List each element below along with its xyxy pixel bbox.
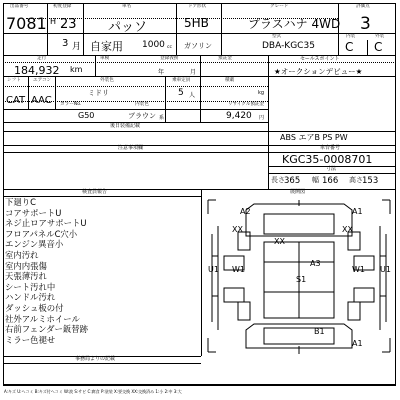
door-label: ドア形状	[188, 4, 207, 9]
divider	[47, 3, 48, 55]
car-name: パッソ	[108, 20, 148, 35]
length-label: 長さ	[271, 176, 285, 184]
int-color: ブラウン	[128, 112, 156, 120]
divider	[221, 3, 222, 55]
divider	[3, 363, 201, 364]
mark-a3: A3	[310, 259, 321, 268]
usage: 自家用	[90, 40, 123, 53]
lot-number: 7081	[6, 14, 47, 33]
capacity-unit: 人	[189, 92, 196, 99]
divider	[268, 173, 396, 174]
reg-year: 23	[60, 17, 77, 32]
inspector-notes-list	[5, 197, 200, 345]
fuel: ガソリン	[184, 42, 212, 50]
first-reg-label: 初度登録	[53, 4, 72, 9]
divider	[165, 76, 166, 122]
sales-point-text: ★オークションデビュー★	[274, 67, 363, 76]
note-line: フロアパネルC穴小	[5, 228, 78, 239]
int-color-label: 内装色	[135, 102, 149, 107]
score-label: 評価点	[356, 4, 370, 9]
model-code: DBA-KGC35	[262, 41, 315, 51]
note-line: シート汚れ中	[5, 281, 56, 292]
ext-color: ミドリ	[88, 89, 109, 97]
mark-u1-left: U1	[208, 265, 219, 274]
interior-label: 内装	[346, 34, 356, 39]
mark-a2-top-left: A2	[240, 207, 251, 216]
color-no-label: カラーNo.	[60, 102, 82, 107]
mark-xx-right: XX	[342, 225, 353, 234]
height-value: 153	[362, 176, 379, 186]
mileage-label: 走行	[37, 56, 47, 61]
note-line: 右前フェンダー鈑替跡	[5, 324, 88, 335]
shift-value: CAT	[6, 95, 26, 106]
note-line: ネジ止ロアサポートU	[5, 218, 87, 229]
mileage: 184,932	[14, 64, 60, 77]
chassis-number: KGC35-0008701	[282, 153, 373, 166]
era-mark: H	[50, 17, 57, 26]
color-no: G50	[78, 111, 95, 120]
divider	[83, 3, 84, 55]
ext-color-label: 外装色	[100, 78, 114, 83]
capacity: 5	[178, 88, 184, 98]
height-label: 高さ	[349, 176, 363, 184]
length-value: 365	[284, 176, 301, 186]
divider	[3, 109, 268, 110]
note-line: ダッシュ板の付	[5, 302, 64, 313]
load-unit: kg	[258, 90, 265, 96]
chassis-label: 車台番号	[320, 145, 341, 151]
registration-label: 登録義務	[160, 56, 179, 61]
divider	[268, 145, 269, 189]
reg-month: 3	[62, 38, 69, 49]
mark-b1: B1	[314, 327, 325, 336]
note-line: ミラー色褪せ	[5, 334, 56, 345]
note-line: 社外アルミホイール	[5, 313, 80, 324]
width-value: 166	[322, 176, 339, 186]
vehicle-inspection-label: 車検	[100, 56, 110, 61]
divider	[3, 131, 268, 132]
divider	[176, 3, 177, 55]
mark-u1-right: U1	[380, 265, 391, 274]
model-label: 型式	[272, 34, 282, 39]
lot-label: 出品番号	[10, 4, 29, 9]
int-color-suffix: 系	[159, 115, 165, 121]
sales-point-label: セールスポイント	[300, 56, 340, 62]
note-line: 室内汚れ	[5, 249, 39, 260]
after-inspection-label: 後日装備記載	[110, 123, 141, 129]
grade-label: グレード	[270, 4, 289, 9]
equipment: ABS エアB PS PW	[280, 133, 348, 142]
car-name-label: 車名	[122, 4, 132, 9]
km-unit: km	[70, 65, 83, 74]
score: 3	[360, 14, 371, 34]
load-label: 積載	[225, 78, 235, 83]
note-line: ハンドル汚れ	[5, 292, 56, 303]
cc-unit: cc	[167, 45, 172, 50]
divider	[28, 76, 29, 109]
door-type: 5HB	[184, 16, 209, 30]
note-line: 下廻りC	[5, 197, 36, 207]
note-line: 天張薄汚れ	[5, 271, 47, 282]
exterior-grade: C	[374, 40, 383, 54]
mark-a1-top-right: A1	[352, 207, 363, 216]
divider	[3, 189, 396, 190]
recycle-label: リサイクル預託金	[228, 102, 265, 107]
mark-xx-center: XX	[274, 237, 285, 246]
car-damage-diagram	[202, 196, 396, 356]
capacity-label: 乗車定員	[172, 78, 191, 83]
mark-w1-right: W1	[352, 265, 365, 274]
divider	[200, 76, 201, 122]
note-line: 室内内張傷	[5, 260, 47, 271]
divider	[3, 86, 268, 87]
notes-label: 注意事項欄	[118, 145, 144, 151]
divider	[55, 76, 56, 109]
mark-w1-left: W1	[232, 265, 245, 274]
shift-label: シフト	[7, 78, 21, 83]
exterior-label: 外装	[375, 34, 385, 39]
divider	[3, 385, 396, 386]
note-line: エンジン異音小	[5, 239, 64, 250]
recycle-deposit-label: 預託金	[218, 56, 232, 61]
width-label: 幅	[312, 176, 319, 184]
inspector-notes-label: 検査員報告	[82, 189, 108, 195]
dimensions-label: 寸法	[326, 166, 337, 172]
yen-unit: 円	[259, 115, 265, 121]
business-label: 事務局よりの記載	[75, 356, 116, 362]
recycle-amount: 9,420	[226, 111, 252, 121]
divider	[95, 55, 96, 76]
interior-grade: C	[345, 40, 354, 54]
mark-s1: S1	[296, 275, 307, 284]
month-unit: 月	[72, 42, 82, 52]
note-line: コアサポートU	[5, 207, 62, 218]
ac-value: AAC	[31, 95, 52, 106]
reg-month-unit: 月	[190, 69, 197, 76]
divider	[367, 40, 368, 55]
mark-a1-bottom: A1	[352, 339, 363, 348]
displacement: 1000	[142, 40, 165, 50]
ac-label: エアコン	[33, 78, 52, 83]
divider	[200, 55, 201, 76]
damage-legend: A:キズ U:ヘコミ B:キズ付ヘコミ W:波 S:サビ C:腐食 P:塗装 X:要交換 XX:交換済み 1:小 2:中 3:大	[4, 389, 182, 394]
reg-year-unit: 年	[158, 69, 165, 76]
diagram-label: 展開図	[290, 189, 306, 195]
grade: プラスハナ 4WD	[248, 17, 341, 31]
mark-xx-left: XX	[232, 225, 243, 234]
